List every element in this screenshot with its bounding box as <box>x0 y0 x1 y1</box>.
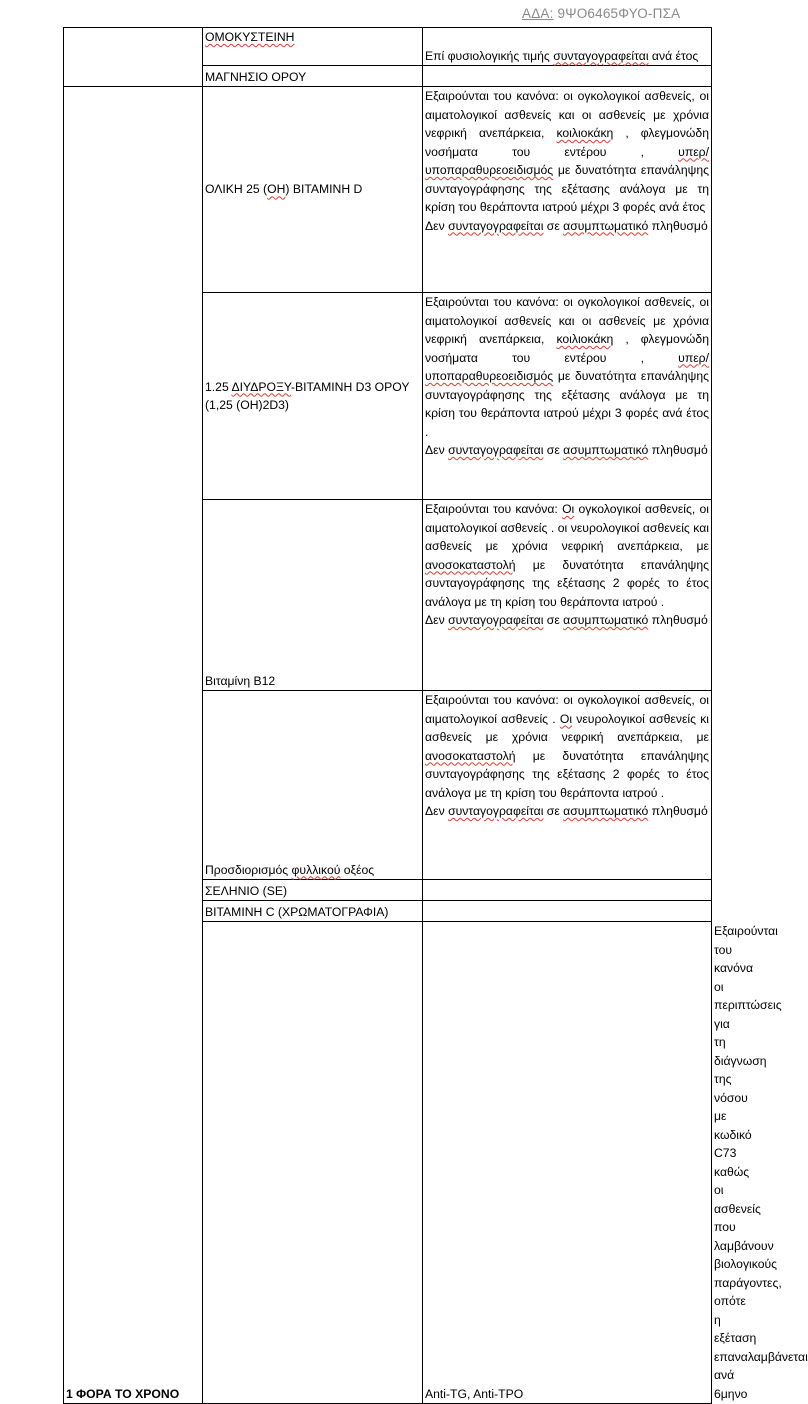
exam-name: οξέος <box>340 862 375 877</box>
desc-text: Δεν <box>425 613 449 627</box>
exam-name-cell <box>203 880 423 901</box>
exam-name: Προσδιορισμός <box>205 862 292 877</box>
ada-label: ΑΔΑ: <box>522 6 554 21</box>
ada-code: 9ΨΟ6465ΦΥΟ-ΠΣΑ <box>557 6 681 21</box>
desc-text: με δυνατότητα επανάληψης συνταγογράφησης της εξέτασης 2 φορές το έτος ανάλογα με τη κρίση του θεράποντα ιατρού . <box>425 557 709 609</box>
desc-text: Εξαιρούνται του κανόνα: <box>425 502 563 516</box>
desc-text: Οι <box>562 502 575 516</box>
exam-name: Βιταμίνη Β12 <box>205 673 276 688</box>
desc-text: , φλεγμονώδη νοσήματα του εντέρου , <box>425 126 709 159</box>
desc-text: Εξαιρούνται του κανόνα: οι ογκολογικοί ασθενείς, οι αιματολογικοί ασθενείς και οι ασθενείς με χρόνια νεφρική ανεπάρκεια, <box>425 295 709 346</box>
desc-text: συνταγογραφείται <box>448 443 544 457</box>
exam-name: ΟΛΙΚΗ 25 ( <box>205 182 268 197</box>
desc-text: Επί φυσιολογικής τιμής <box>425 48 554 63</box>
desc-text: ανοσοκαταστολή <box>425 748 516 763</box>
exam-name: Anti-TG, Anti-TPO <box>425 1386 524 1401</box>
exam-name: ΒΙΤΑΜΙΝΗ C (ΧΡΩΜΑΤΟΓΡΑΦΙΑ) <box>205 904 389 919</box>
desc-text: ογκολογικοί ασθενείς, οι αιματολογικοί ασθενείς . οι νευρολογικοί ασθενείς και ασθενείς με χρόνια νεφρική ανεπάρκεια, με <box>425 502 709 553</box>
desc-text: σε <box>543 443 564 457</box>
desc-text: με δυνατότητα επανάληψης συνταγογράφησης της εξέτασης 2 φορές το έτος ανάλογα με τη κρίση του θεράποντα ιατρού . <box>425 748 709 800</box>
desc-text: με δυνατότητα επανάληψης συνταγογράφησης της εξέτασης ανάλογα με τη κρίση του θεράποντα ιατρού μέχρι 3 φορές ανά έτος <box>425 163 709 214</box>
desc-text: σε <box>543 218 564 233</box>
desc-text: πληθυσμό <box>648 218 708 233</box>
desc-text: συνταγογραφείται <box>448 804 544 818</box>
desc-text: πληθυσμό <box>648 804 708 818</box>
exam-frequency-table <box>63 27 808 1404</box>
exam-name-cell <box>203 28 423 66</box>
exam-name-cell <box>203 500 423 691</box>
exam-description-cell <box>423 293 712 500</box>
frequency-group-cell <box>64 87 203 1404</box>
desc-text: ασυμπτωματικό <box>563 613 649 627</box>
exam-name: ΟΜΟΚΥΣΤΕΙΝΗ <box>205 30 295 44</box>
desc-text: Οι <box>559 711 573 726</box>
desc-text: ασυμπτωματικό <box>563 218 649 233</box>
exam-description-cell <box>423 66 712 87</box>
exam-name: ΣΕΛΗΝΙΟ (SE) <box>205 883 288 898</box>
desc-text: Δεν <box>425 443 449 457</box>
desc-text: με δυνατότητα επανάληψης συνταγογράφησης της εξέτασης ανάλογα με τη κρίση του θεράποντα ιατρού μέχρι 3 φορές ανά έτος . <box>425 369 709 439</box>
desc-text: Εξαιρούνται του κανόνα οι περιπτώσεις για τη διάγνωση της νόσου με κωδικό C73 καθώς οι ασθενείς που λαμβάνουν βιολογικούς παράγοντες, οπότε η εξέταση επαναλαμβάνεται ανά 6μηνο <box>714 924 808 1401</box>
exam-name: φυλλικού <box>291 862 341 877</box>
desc-text: Εξαιρούνται του κανόνα: οι ογκολογικοί ασθενείς, οι αιματολογικοί ασθενείς και οι ασθενείς με χρόνια νεφρική ανεπάρκεια, <box>425 89 709 140</box>
desc-text: υπερ/υποπαραθυρεοειδισμός <box>425 144 709 177</box>
desc-text: πληθυσμό <box>648 613 708 627</box>
desc-text: κοιλιοκάκη <box>556 126 614 140</box>
exam-description-cell <box>423 691 712 880</box>
ada-reference <box>522 6 680 21</box>
desc-text: σε <box>543 804 564 818</box>
exam-name: 1.25 <box>205 379 232 394</box>
exam-name-cell <box>203 293 423 500</box>
exam-name-cell <box>203 87 423 293</box>
desc-text: Δεν <box>425 218 449 233</box>
exam-description-cell <box>423 901 712 922</box>
exam-name: ) ΒΙΤΑΜΙΝΗ D <box>285 182 363 197</box>
desc-text: σε <box>543 613 564 627</box>
desc-text: Δεν <box>425 804 449 818</box>
exam-description-cell <box>423 880 712 901</box>
exam-name-cell <box>203 901 423 922</box>
exam-description-cell <box>423 500 712 691</box>
exam-name: -ΒΙΤΑΜΙΝΗ D3 ΟΡΟΥ (1,25 (OH)2D3) <box>205 379 410 412</box>
exam-name-cell <box>203 691 423 880</box>
desc-text: συνταγογραφείται <box>448 613 544 627</box>
desc-text: συνταγογραφείται <box>553 48 649 63</box>
desc-text: υπερ/υποπαραθυρεοειδισμός <box>425 350 709 383</box>
empty-group-cell <box>203 922 423 1404</box>
desc-text: νευρολογικοί ασθενείς κι ασθενείς με χρόνια νεφρική ανεπάρκεια, με <box>425 711 709 744</box>
desc-text: Εξαιρούνται του κανόνα: οι ογκολογικοί ασθενείς, οι αιματολογικοί ασθενείς . <box>425 693 709 726</box>
exam-name-cell <box>203 66 423 87</box>
exam-name: ΔΙΥΔΡΟΞΥ <box>231 379 291 394</box>
exam-name: ΟΗ <box>267 182 286 197</box>
desc-text: ασυμπτωματικό <box>563 443 649 457</box>
desc-text: , φλεγμονώδη νοσήματα του εντέρου , <box>425 332 709 365</box>
desc-text: ασυμπτωματικό <box>563 804 649 818</box>
empty-group-cell <box>64 28 203 87</box>
table-row <box>64 28 712 66</box>
desc-text: ανοσοκαταστολή <box>425 557 516 572</box>
desc-text: ανά έτος <box>648 48 699 63</box>
frequency-label: 1 ΦΟΡΑ ΤΟ ΧΡΟΝΟ <box>66 1386 180 1401</box>
exam-description-cell <box>423 28 712 66</box>
desc-text: κοιλιοκάκη <box>556 332 614 346</box>
exam-name: ΜΑΓΝΗΣΙΟ ΟΡΟΥ <box>205 69 307 84</box>
table-row <box>64 87 712 293</box>
exam-name-cell <box>423 922 712 1404</box>
desc-text: πληθυσμό <box>648 443 708 457</box>
exam-description-cell <box>423 87 712 293</box>
desc-text: συνταγογραφείται <box>448 218 544 233</box>
